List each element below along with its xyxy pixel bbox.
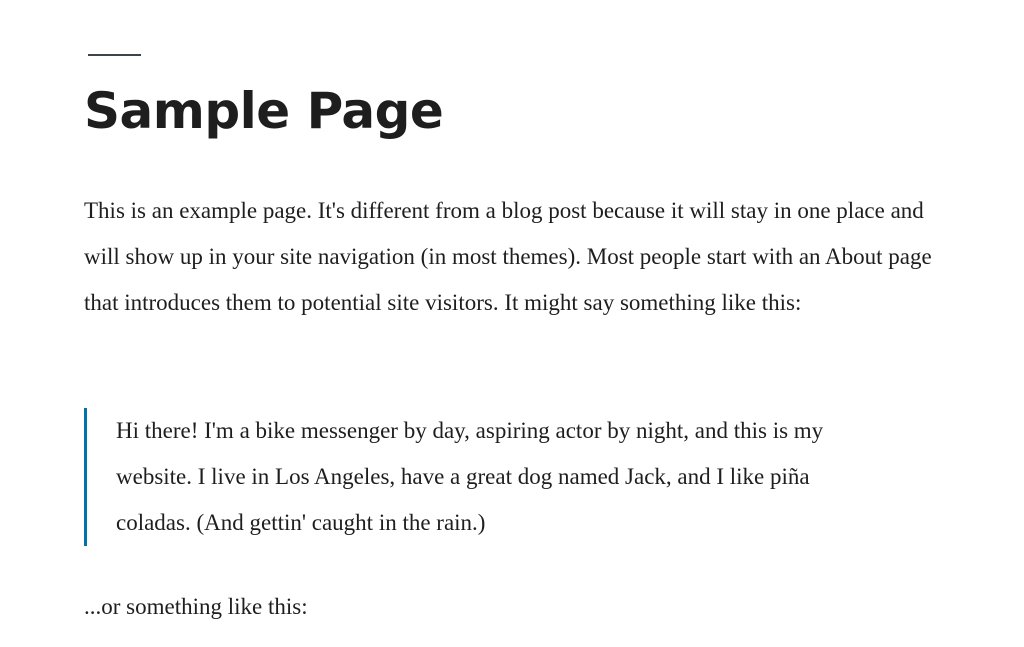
- outro-paragraph: ...or something like this:: [84, 594, 308, 619]
- quote-text: Hi there! I'm a bike messenger by day, aspiring actor by night, and this is my website. I live in Los Angeles, have a great dog named Jack, and I like piña coladas. (And gettin' caught in the rain.): [116, 418, 824, 535]
- blockquote: [84, 408, 884, 546]
- page-title: Sample Page: [84, 82, 444, 140]
- title-separator: [88, 54, 141, 56]
- intro-paragraph: This is an example page. It's different from a blog post because it will stay in one place and will show up in your site navigation (in most themes). Most people start with an About page that introduces them to potential site visitors. It might say something like this:: [84, 198, 932, 315]
